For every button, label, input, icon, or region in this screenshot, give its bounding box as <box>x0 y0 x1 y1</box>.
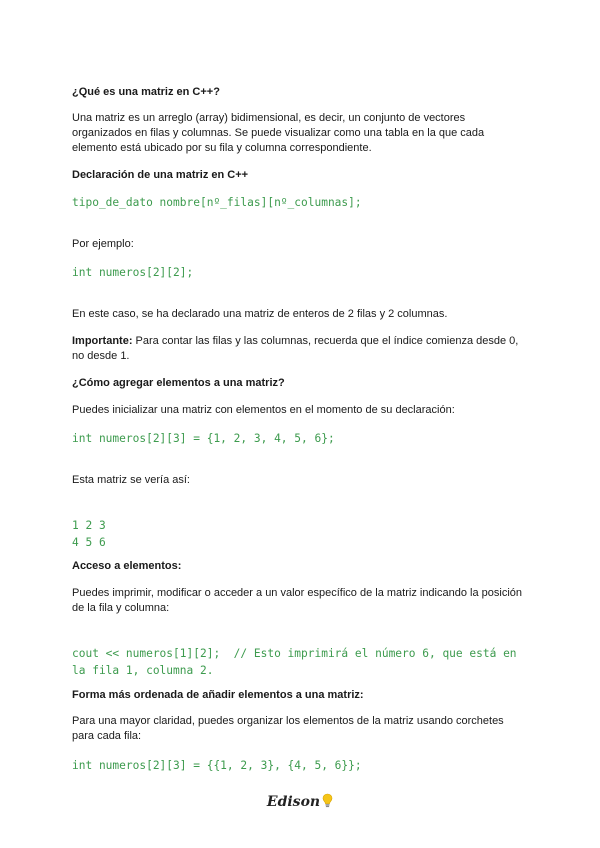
matrix-row: 1 2 3 <box>72 519 106 532</box>
heading-declaracion: Declaración de una matriz en C++ <box>72 169 249 181</box>
paragraph-line: Puedes imprimir, modificar o acceder a un valor específico de la matriz indicando la posición <box>72 587 522 599</box>
lightbulb-icon <box>322 793 333 812</box>
code-initialization: int numeros[2][3] = {1, 2, 3, 4, 5, 6}; <box>72 432 335 445</box>
code-line: la fila 1, columna 2. <box>72 664 214 677</box>
paragraph-acceso <box>72 586 522 616</box>
paragraph-line: para cada fila: <box>72 730 142 742</box>
paragraph-por-ejemplo: Por ejemplo: <box>72 238 134 250</box>
heading-que-es-matriz: ¿Qué es una matriz en C++? <box>72 86 220 98</box>
code-declaration-syntax: tipo_de_dato nombre[nº_filas][nº_columnas]; <box>72 196 362 209</box>
code-example-declaration: int numeros[2][2]; <box>72 266 194 279</box>
importante-label: Importante: <box>72 335 133 347</box>
code-line: cout << numeros[1][2]; // Esto imprimirá el número 6, que está en <box>72 647 517 660</box>
heading-acceso-elementos: Acceso a elementos: <box>72 560 182 572</box>
paragraph-se-veria: Esta matriz se vería así: <box>72 474 190 486</box>
paragraph-importante <box>72 334 518 364</box>
code-access-example <box>72 628 517 679</box>
paragraph-inicializar: Puedes inicializar una matriz con elementos en el momento de su declaración: <box>72 404 455 416</box>
paragraph-en-este-caso: En este caso, se ha declarado una matriz de enteros de 2 filas y 2 columnas. <box>72 308 448 320</box>
importante-text-line2: no desde 1. <box>72 350 130 362</box>
paragraph-line: organizados en filas y columnas. Se puede visualizar como una tabla en la que cada <box>72 127 485 139</box>
paragraph-line: elemento está ubicado por su fila y columna correspondiente. <box>72 142 372 154</box>
importante-text: Para contar las filas y las columnas, recuerda que el índice comienza desde 0, <box>132 335 519 347</box>
heading-como-agregar: ¿Cómo agregar elementos a una matriz? <box>72 377 285 389</box>
code-matrix-display <box>72 500 106 551</box>
heading-forma-ordenada: Forma más ordenada de añadir elementos a una matriz: <box>72 689 364 701</box>
code-nested-initialization: int numeros[2][3] = {{1, 2, 3}, {4, 5, 6}}; <box>72 759 362 772</box>
matrix-row: 4 5 6 <box>72 536 106 549</box>
paragraph-line: Una matriz es un arreglo (array) bidimensional, es decir, un conjunto de vectores <box>72 112 466 124</box>
paragraph-line: Para una mayor claridad, puedes organizar los elementos de la matriz usando corchetes <box>72 715 504 727</box>
paragraph-definition <box>72 111 484 156</box>
paragraph-line: de la fila y columna: <box>72 602 170 614</box>
paragraph-mayor-claridad <box>72 714 504 744</box>
brand-name: Edison <box>266 794 321 810</box>
footer-brand <box>0 793 600 812</box>
